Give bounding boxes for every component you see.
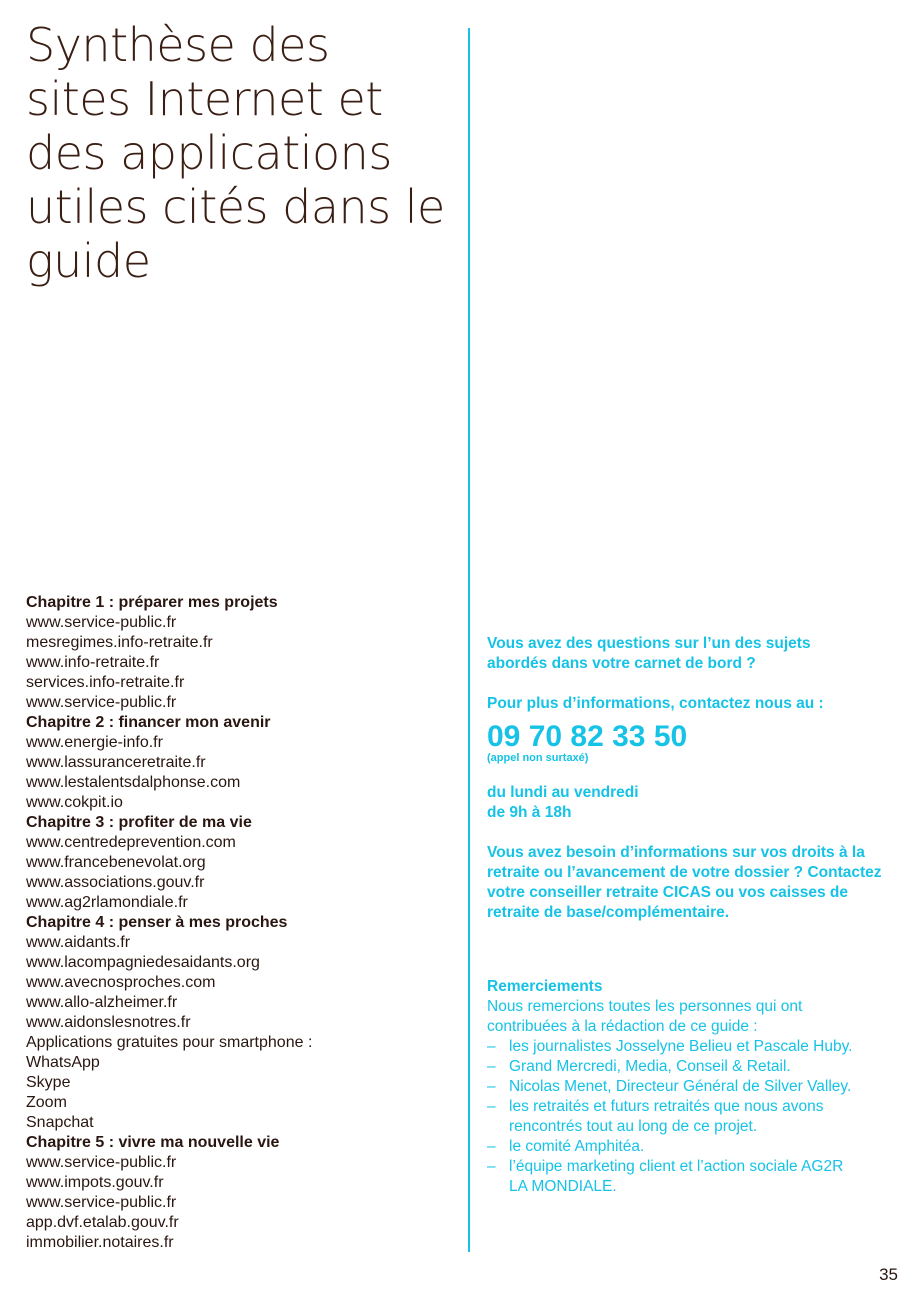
page-number: 35 [879, 1265, 898, 1284]
list-item[interactable]: Zoom [26, 1094, 67, 1111]
list-item[interactable]: www.lassuranceretraite.fr [26, 754, 206, 771]
thanks-intro: Nous remercions toutes les personnes qui ont contribuées à la rédaction de ce guide : [487, 998, 803, 1035]
contact-hours-line1: du lundi au vendredi [487, 784, 639, 801]
list-item[interactable]: www.lestalentsdalphonse.com [26, 774, 241, 791]
thanks-list [487, 1037, 857, 1197]
chapter-heading: Chapitre 1 : préparer mes projets [26, 594, 278, 611]
contact-phone-note: (appel non surtaxé) [487, 752, 589, 764]
list-item[interactable]: app.dvf.etalab.gouv.fr [26, 1214, 179, 1231]
list-item[interactable]: WhatsApp [26, 1054, 100, 1071]
page-title: Synthèse des sites Internet et des applications utiles cités dans le guide [26, 18, 445, 288]
list-item[interactable]: Skype [26, 1074, 71, 1091]
contact-phone[interactable]: 09 70 82 33 50 [487, 720, 688, 753]
chapter-heading: Chapitre 2 : financer mon avenir [26, 714, 271, 731]
thanks-item: – le comité Amphitéa. [487, 1137, 857, 1157]
list-item[interactable]: www.associations.gouv.fr [26, 874, 205, 891]
list-item[interactable]: www.avecnosproches.com [26, 974, 216, 991]
thanks-item: – Grand Mercredi, Media, Conseil & Retail. [487, 1057, 857, 1077]
list-item[interactable]: Snapchat [26, 1114, 94, 1131]
list-item[interactable]: www.ag2rlamondiale.fr [26, 894, 188, 911]
list-item[interactable]: Applications gratuites pour smartphone : [26, 1034, 313, 1051]
contact-rights: Vous avez besoin d’informations sur vos droits à la retraite ou l’avancement de votre dossier ? Contactez votre conseiller retraite CICAS ou vos caisses de retraite de base/complémentaire. [487, 844, 882, 921]
thanks-heading: Remerciements [487, 978, 603, 995]
list-item[interactable]: www.service-public.fr [26, 1194, 177, 1211]
list-item[interactable]: www.aidants.fr [26, 934, 131, 951]
chapter-heading: Chapitre 4 : penser à mes proches [26, 914, 288, 931]
list-item[interactable]: www.centredeprevention.com [26, 834, 236, 851]
contact-hours-line2: de 9h à 18h [487, 804, 572, 821]
list-item[interactable]: www.aidonslesnotres.fr [26, 1014, 191, 1031]
list-item[interactable]: mesregimes.info-retraite.fr [26, 634, 213, 651]
contact-panel [487, 634, 897, 1197]
list-item[interactable]: www.lacompagniedesaidants.org [26, 954, 260, 971]
websites-list [26, 593, 456, 1253]
list-item[interactable]: www.service-public.fr [26, 694, 177, 711]
list-item[interactable]: www.allo-alzheimer.fr [26, 994, 178, 1011]
list-item[interactable]: www.impots.gouv.fr [26, 1174, 164, 1191]
list-item[interactable]: www.service-public.fr [26, 1154, 177, 1171]
list-item[interactable]: www.francebenevolat.org [26, 854, 206, 871]
thanks-item: – Nicolas Menet, Directeur Général de Silver Valley. [487, 1077, 857, 1097]
list-item[interactable]: www.service-public.fr [26, 614, 177, 631]
vertical-divider [468, 28, 470, 1252]
list-item[interactable]: services.info-retraite.fr [26, 674, 185, 691]
contact-more-info: Pour plus d’informations, contactez nous au : [487, 695, 824, 712]
chapter-heading: Chapitre 5 : vivre ma nouvelle vie [26, 1134, 280, 1151]
thanks-item: – les journalistes Josselyne Belieu et Pascale Huby. [487, 1037, 857, 1057]
list-item[interactable]: www.info-retraite.fr [26, 654, 160, 671]
contact-question: Vous avez des questions sur l’un des sujets abordés dans votre carnet de bord ? [487, 635, 811, 672]
list-item[interactable]: www.energie-info.fr [26, 734, 163, 751]
list-item[interactable]: immobilier.notaires.fr [26, 1234, 174, 1251]
list-item[interactable]: www.cokpit.io [26, 794, 123, 811]
chapter-heading: Chapitre 3 : profiter de ma vie [26, 814, 252, 831]
thanks-item: – les retraités et futurs retraités que nous avons rencontrés tout au long de ce projet. [487, 1097, 857, 1137]
thanks-item: – l’équipe marketing client et l’action sociale AG2R LA MONDIALE. [487, 1157, 857, 1197]
